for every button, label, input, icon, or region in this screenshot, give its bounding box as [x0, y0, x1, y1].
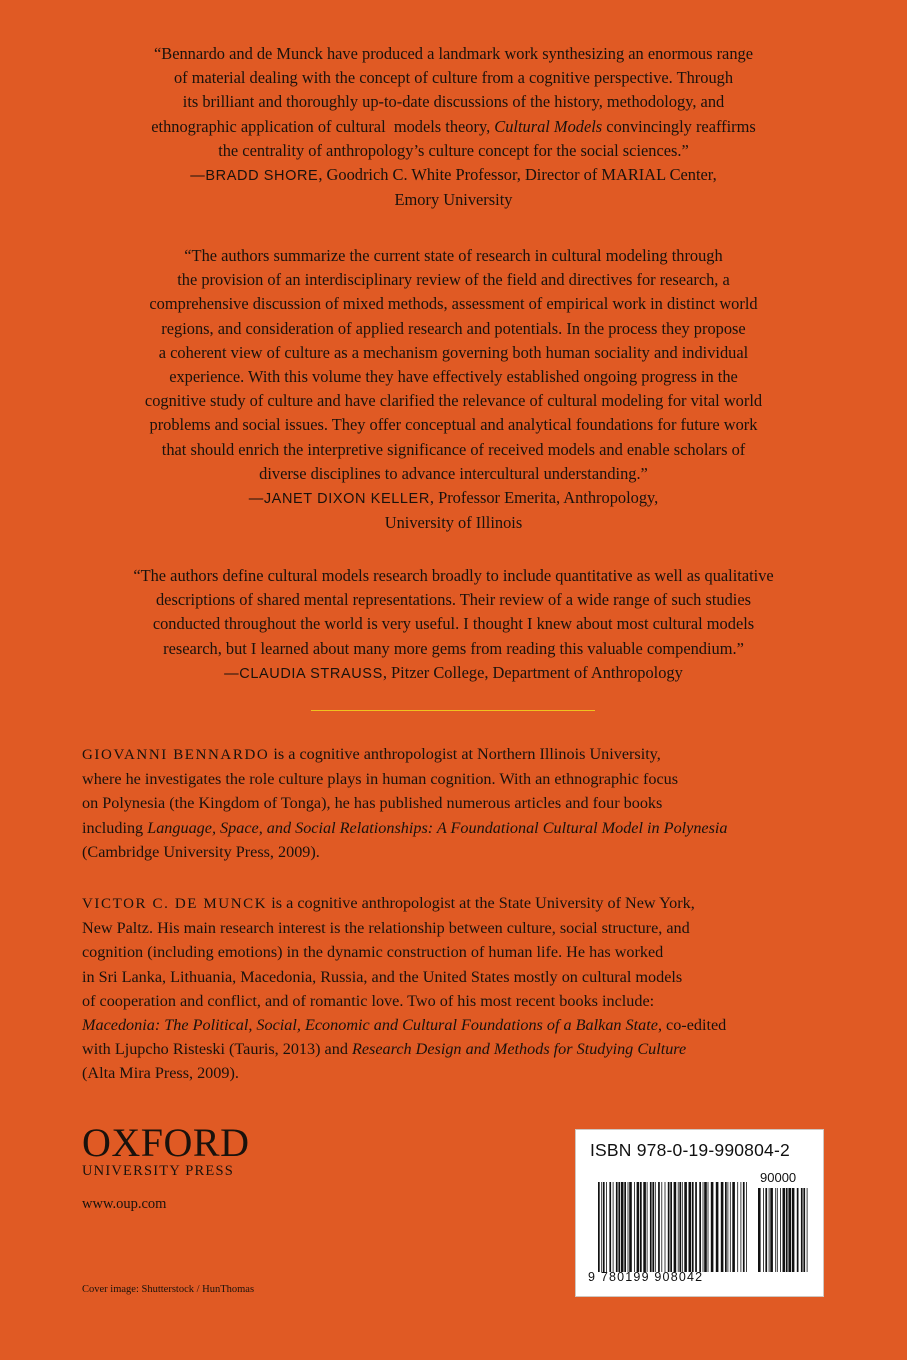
barcode-bar — [737, 1182, 738, 1272]
barcode-bar — [786, 1188, 788, 1272]
cover-credit: Cover image: Shutterstock / HunThomas — [82, 1284, 255, 1295]
barcode-bar — [643, 1182, 646, 1272]
barcode-bar — [758, 1188, 761, 1272]
barcode-bar — [721, 1182, 724, 1272]
barcode-bar — [783, 1188, 786, 1272]
quote-attribution — [70, 163, 837, 212]
barcode-bar — [743, 1182, 745, 1272]
barcode-bar — [703, 1182, 704, 1272]
reviewer-affiliation: , Professor Emerita, Anthropology, University of Illinois — [384, 488, 659, 533]
barcode-bar — [618, 1182, 620, 1272]
barcode-bar — [770, 1188, 773, 1272]
barcode-bar — [801, 1188, 803, 1272]
quote-text: “The authors summarize the current state of research in cultural modeling through the provision of an interdisciplinary review of the field and directives for research, a comprehensive discussion of mixed methods, assessment of empirical work in distinct world regions, and consideration of applied research and potentials. In the process they propose a coherent view of culture as a mechanism governing both human sociality and individual experience. With this volume they have effectively established ongoing progress in the cognitive study of culture and have clarified the relevance of cultural modeling for vital world problems and social issues. They offer conceptual and analytical foundations for future work that should enrich the interpretive significance of received models and enable scholars of diverse disciplines to advance intercultural understanding.” — [144, 246, 763, 483]
barcode-bar — [746, 1182, 747, 1272]
barcode-bar — [658, 1182, 660, 1272]
bio-body: is a cognitive anthropologist at Northern Illinois University, where he investigates the role culture plays in human cognition. With an ethnographic focus on Polynesia (the Kingdom of Tonga), he has published numerous articles and four books including Language, Space, and Social Relationships: A Foundational Cultural Model in Polynesia (Cambridge University Press, 2009). — [82, 745, 728, 861]
reviewer-affiliation: , Goodrich C. White Professor, Director of MARIAL Center, Emory University — [318, 165, 717, 210]
barcode-bar — [603, 1182, 605, 1272]
barcode-bar — [647, 1182, 648, 1272]
barcode-bar — [692, 1182, 694, 1272]
author-bio-2 — [82, 891, 827, 1086]
barcode-bar — [725, 1182, 727, 1272]
barcode-bar — [670, 1182, 672, 1272]
price-code: 90000 — [760, 1170, 797, 1185]
barcode-digits: 9 780199 908042 — [588, 1270, 704, 1284]
publisher-name: OXFORD — [82, 1120, 250, 1165]
barcode-bar — [704, 1182, 707, 1272]
barcode-bar — [788, 1188, 791, 1272]
barcode-bar — [655, 1182, 656, 1272]
bio-text — [82, 891, 827, 1086]
isbn-barcode — [575, 1129, 824, 1297]
divider-rule — [311, 710, 595, 711]
barcode-bar — [650, 1182, 652, 1272]
barcode-bar — [637, 1182, 640, 1272]
reviewer-name: —JANET DIXON KELLER — [248, 491, 430, 508]
barcode-bar — [777, 1188, 778, 1272]
barcode-bar — [716, 1182, 719, 1272]
barcode-bar — [682, 1182, 683, 1272]
barcode-bar — [652, 1182, 654, 1272]
barcode-bar — [741, 1182, 742, 1272]
barcode-bar — [797, 1188, 799, 1272]
barcode-bar — [606, 1182, 607, 1272]
barcode-bar — [807, 1188, 808, 1272]
review-quote-2 — [70, 244, 837, 535]
barcode-bar — [695, 1182, 697, 1272]
publisher-logo — [82, 1120, 250, 1180]
barcode-bar — [634, 1182, 635, 1272]
barcode-bar — [624, 1182, 626, 1272]
barcode-bar — [780, 1188, 781, 1272]
quote-attribution — [70, 661, 837, 686]
barcode-bar — [730, 1182, 731, 1272]
barcode-bar — [765, 1188, 767, 1272]
barcode-bar — [732, 1182, 735, 1272]
publisher-subname: UNIVERSITY PRESS — [82, 1163, 235, 1179]
bio-body: is a cognitive anthropologist at the State University of New York, New Paltz. His main research interest is the relationship between culture, social structure, and cognition (including emotions) in the dynamic construction of human life. He has worked in Sri Lanka, Lithuania, Macedonia, Russia, and the United States mostly on cultural models of cooperation and conflict, and of romantic love. Two of his most recent books include: Macedonia: The Political, Social, Economic and Cultural Foundations of a Balkan State, co-edited with Ljupcho Risteski (Tauris, 2013) and Research Design and Methods for Studying Culture (Alta Mira Press, 2009). — [82, 894, 727, 1083]
quote-text: “The authors define cultural models research broadly to include quantitative as well as qualitative descriptions of shared mental representations. Their review of a wide range of such studies conducted throughout the world is very useful. I thought I knew about most cultural models research, but I learned about many more gems from reading this valuable compendium.” — [133, 566, 774, 658]
price-barcode-bars — [758, 1188, 810, 1272]
review-quote-1 — [70, 42, 837, 212]
barcode-bar — [609, 1182, 611, 1272]
reviewer-name: —CLAUDIA STRAUSS — [224, 665, 383, 682]
author-name: GIOVANNI BENNARDO — [82, 747, 270, 763]
barcode-bar — [674, 1182, 677, 1272]
barcode-bar — [665, 1182, 666, 1272]
barcode-bar — [598, 1182, 600, 1272]
barcode-bar — [628, 1182, 629, 1272]
bio-text — [82, 742, 827, 864]
author-bio-1 — [82, 742, 827, 864]
quote-attribution — [70, 486, 837, 535]
barcode-bar — [678, 1182, 679, 1272]
author-name: VICTOR C. DE MUNCK — [82, 896, 268, 912]
publisher-website[interactable]: www.oup.com — [82, 1196, 167, 1212]
reviewer-affiliation: , Pitzer College, Department of Anthropology — [382, 662, 683, 682]
barcode-bar — [775, 1188, 776, 1272]
reviewer-name: —BRADD SHORE — [190, 168, 319, 185]
barcode-bar — [613, 1182, 614, 1272]
barcode-bar — [661, 1182, 662, 1272]
isbn-text: ISBN 978-0-19-990804-2 — [590, 1140, 790, 1160]
barcode-bar — [803, 1188, 805, 1272]
barcode-bars — [598, 1182, 750, 1272]
barcode-bar — [684, 1182, 687, 1272]
barcode-bar — [601, 1182, 602, 1272]
review-quote-3 — [70, 564, 837, 686]
barcode-bar — [711, 1182, 714, 1272]
barcode-bar — [699, 1182, 701, 1272]
barcode-bar — [769, 1188, 770, 1272]
barcode-bar — [679, 1182, 681, 1272]
barcode-bar — [763, 1188, 764, 1272]
quote-text: “Bennardo and de Munck have produced a landmark work synthesizing an enormous range of material dealing with the concept of culture from a cognitive perspective. Through its brilliant and thoroughly up-to-date discussions of the history, methodology, and ethnographic application of cultural models theory, Cultural Models convincingly reaffirms the centrality of anthropology’s culture concept for the social sciences.” — [151, 44, 756, 160]
barcode-bar — [689, 1182, 692, 1272]
barcode-bar — [629, 1182, 632, 1272]
barcode-bar — [792, 1188, 795, 1272]
barcode-bar — [708, 1182, 709, 1272]
barcode-bar — [668, 1182, 670, 1272]
barcode-bar — [621, 1182, 624, 1272]
barcode-bar — [728, 1182, 729, 1272]
barcode-bar — [640, 1182, 642, 1272]
barcode-bar — [616, 1182, 618, 1272]
